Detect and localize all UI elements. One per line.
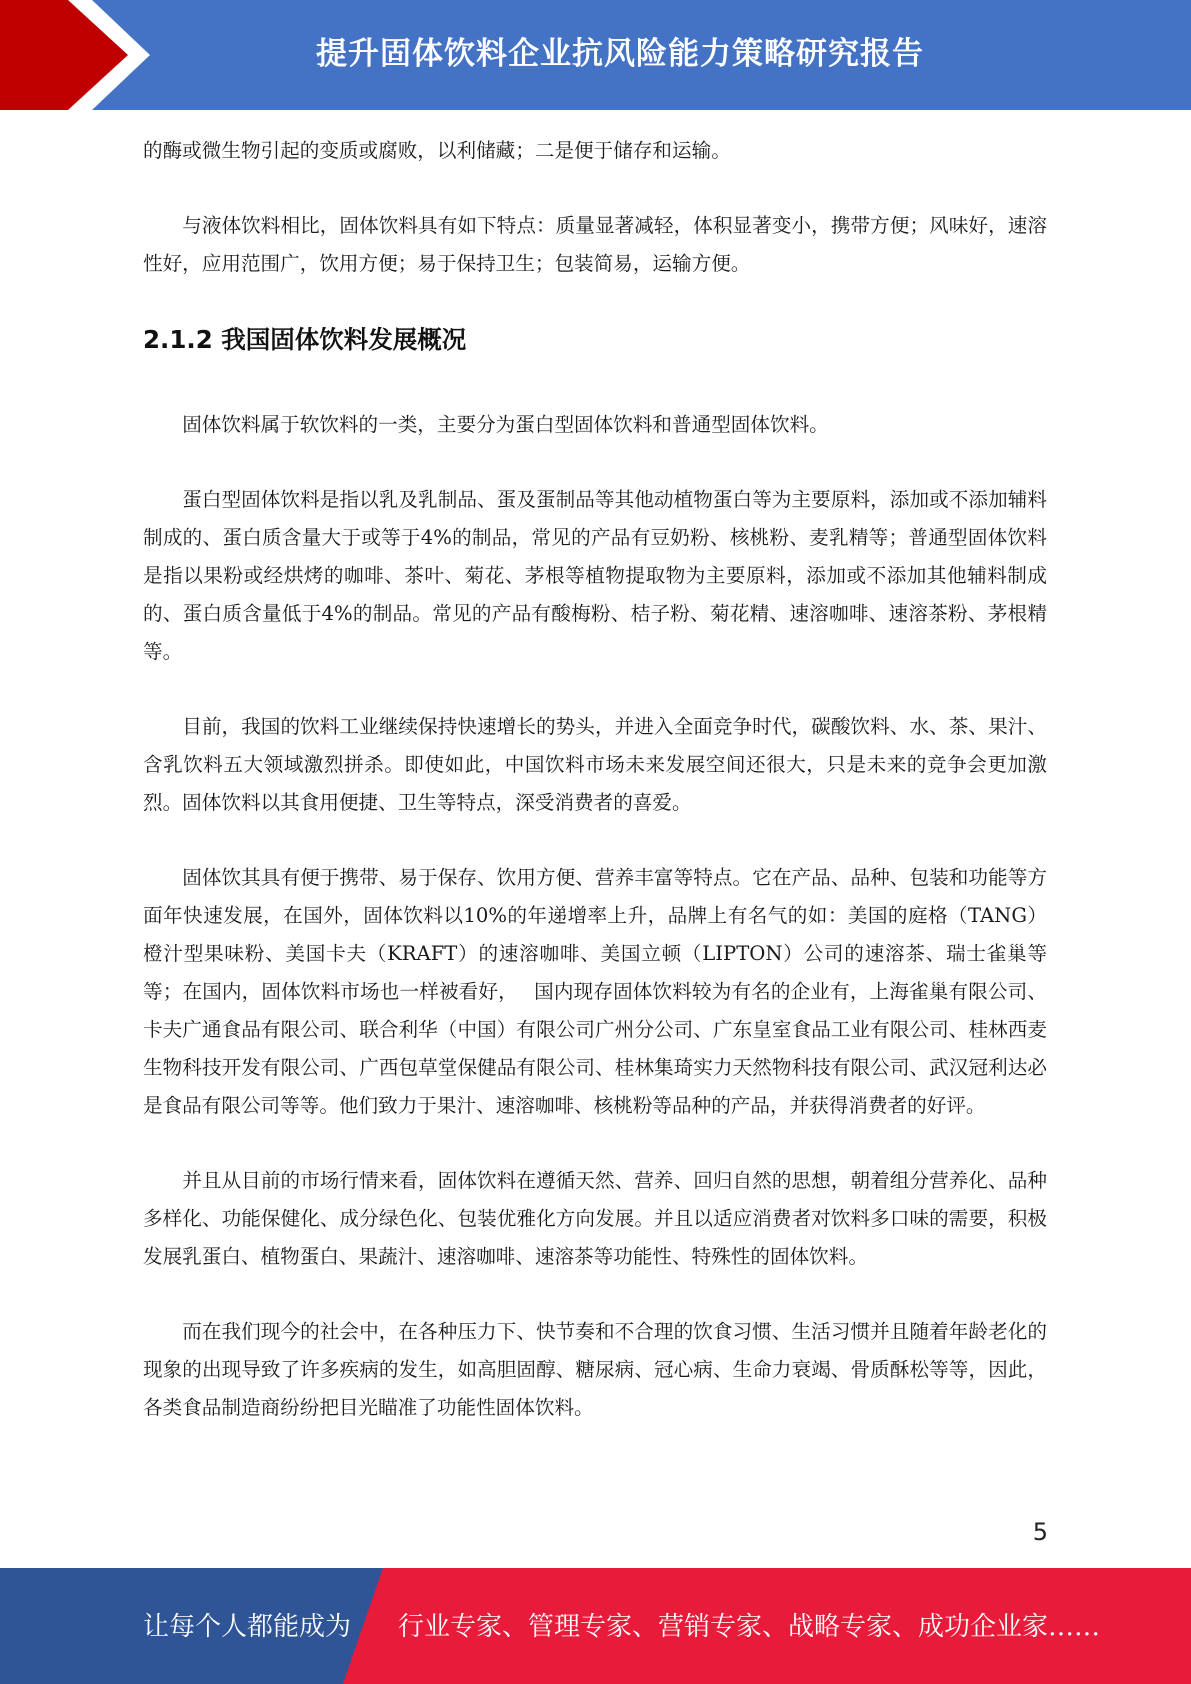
paragraph: 的酶或微生物引起的变质或腐败，以利储藏；二是便于储存和运输。 [143, 139, 731, 162]
paragraph: 与液体饮料相比，固体饮料具有如下特点：质量显著减轻，体积显著变小，携带方便；风味好，速溶性好，应用范围广，饮用方便；易于保持卫生；包装简易，运输方便。 [143, 214, 1047, 275]
section-heading: 2.1.2 我国固体饮料发展概况 [143, 325, 467, 354]
page-footer [0, 1568, 1191, 1684]
paragraph: 并且从目前的市场行情来看，固体饮料在遵循天然、营养、回归自然的思想，朝着组分营养化、品种多样化、功能保健化、成分绿色化、包装优雅化方向发展。并且以适应消费者对饮料多口味的需要，积极发展乳蛋白、植物蛋白、果蔬汁、速溶咖啡、速溶茶等功能性、特殊性的固体饮料。 [143, 1169, 1047, 1268]
page-number: 5 [1032, 1518, 1048, 1546]
paragraph: 而在我们现今的社会中，在各种压力下、快节奏和不合理的饮食习惯、生活习惯并且随着年龄老化的现象的出现导致了许多疾病的发生，如高胆固醇、糖尿病、冠心病、生命力衰竭、骨质酥松等等，因此，各类食品制造商纷纷把目光瞄准了功能性固体饮料。 [143, 1320, 1047, 1419]
paragraph: 固体饮其具有便于携带、易于保存、饮用方便、营养丰富等特点。它在产品、品种、包装和功能等方面年快速发展，在国外，固体饮料以10%的年递增率上升，品牌上有名气的如：美国的庭格（TANG）橙汁型果味粉、美国卡夫（KRAFT）的速溶咖啡、美国立顿（LIPTON）公司的速溶茶、瑞士雀巢等等；在国内，固体饮料市场也一样被看好， 国内现存固体饮料较为有名的企业有，上海雀巢有限公司、卡夫广通食品有限公司、联合利华（中国）有限公司广州分公司、广东皇室食品工业有限公司、桂林西麦生物科技开发有限公司、广西包草堂保健品有限公司、桂林集琦实力天然物科技有限公司、武汉冠利达必是食品有限公司等等。他们致力于果汁、速溶咖啡、核桃粉等品种的产品，并获得消费者的好评。 [143, 866, 1047, 1117]
document-title: 提升固体饮料企业抗风险能力策略研究报告 [316, 36, 924, 72]
footer-slogan-left: 让每个人都能成为 [143, 1612, 352, 1642]
page-header [0, 0, 1191, 110]
paragraph: 固体饮料属于软饮料的一类，主要分为蛋白型固体饮料和普通型固体饮料。 [182, 413, 829, 436]
footer-slogan-right: 行业专家、管理专家、营销专家、战略专家、成功企业家…… [398, 1612, 1101, 1642]
paragraph: 目前，我国的饮料工业继续保持快速增长的势头，并进入全面竞争时代，碳酸饮料、水、茶、果汁、含乳饮料五大领域激烈拼杀。即使如此，中国饮料市场未来发展空间还很大，只是未来的竞争会更加激烈。固体饮料以其食用便捷、卫生等特点，深受消费者的喜爱。 [143, 715, 1047, 814]
paragraph: 蛋白型固体饮料是指以乳及乳制品、蛋及蛋制品等其他动植物蛋白等为主要原料，添加或不添加辅料制成的、蛋白质含量大于或等于4%的制品，常见的产品有豆奶粉、核桃粉、麦乳精等；普通型固体饮料是指以果粉或经烘烤的咖啡、茶叶、菊花、茅根等植物提取物为主要原料，添加或不添加其他辅料制成的、蛋白质含量低于4%的制品。常见的产品有酸梅粉、桔子粉、菊花精、速溶咖啡、速溶茶粉、茅根精等。 [143, 488, 1047, 663]
page-body [143, 132, 1047, 1464]
